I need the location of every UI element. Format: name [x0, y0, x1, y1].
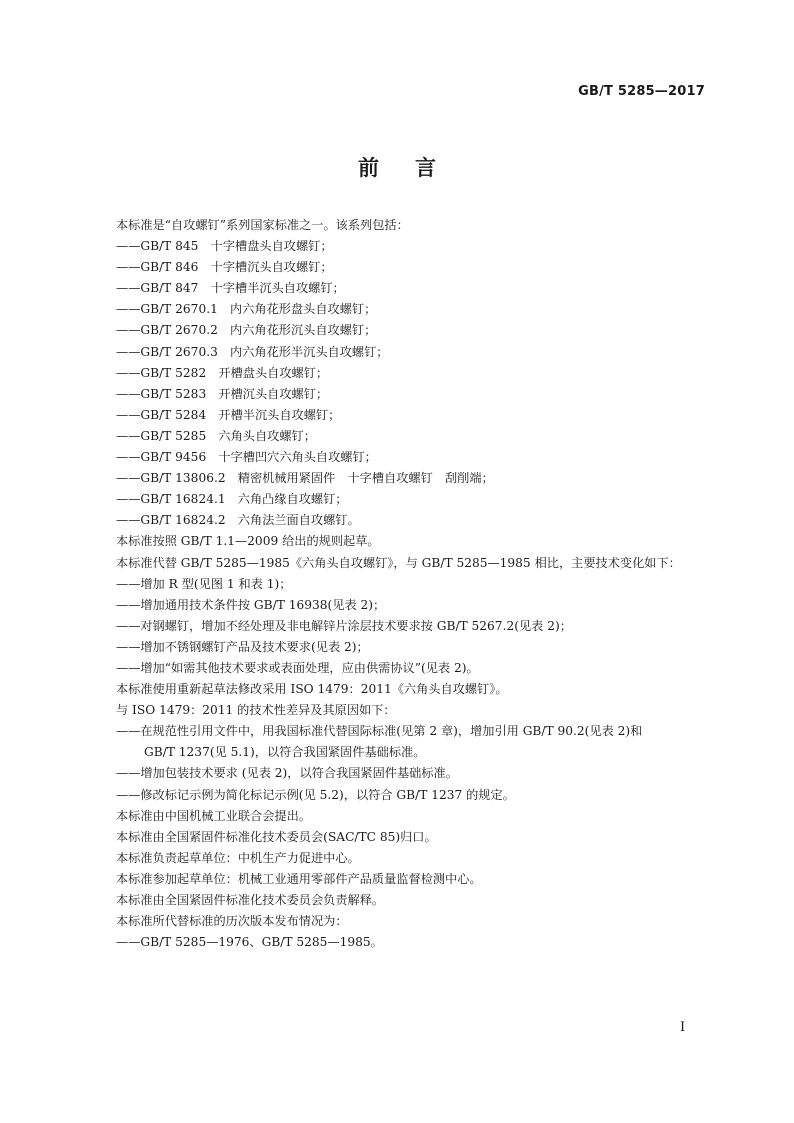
text-line: 本标准是“自攻螺钉”系列国家标准之一。该系列包括：: [116, 218, 409, 232]
text-line: 本标准使用重新起草法修改采用 ISO 1479：2011《六角头自攻螺钉》。: [116, 682, 508, 697]
list-item: ——修改标记示例为简化标记示例(见 5.2)，以符合 GB/T 1237 的规定。: [116, 787, 515, 802]
text-line: 本标准由全国紧固件标准化技术委员会(SAC/TC 85)归口。: [116, 829, 437, 844]
text-line: 本标准参加起草单位：机械工业通用零部件产品质量监督检测中心。: [116, 871, 482, 886]
list-item: ——GB/T 16824.2 六角法兰面自攻螺钉。: [116, 513, 360, 528]
list-item: ——GB/T 846 十字槽沉头自攻螺钉；: [116, 260, 333, 275]
text-line: 本标准代替 GB/T 5285—1985《六角头自攻螺钉》，与 GB/T 5285—1985 相比，主要技术变化如下：: [116, 555, 681, 570]
list-item: ——GB/T 5284 开槽半沉头自攻螺钉；: [116, 407, 341, 422]
text-line: 本标准由全国紧固件标准化技术委员会负责解释。: [116, 893, 385, 907]
page-title: 前言: [358, 156, 472, 180]
text-line: 本标准所代替标准的历次版本发布情况为：: [116, 914, 348, 929]
list-item: ——GB/T 845 十字槽盘头自攻螺钉；: [116, 239, 333, 254]
list-item: ——GB/T 16824.1 六角凸缘自攻螺钉；: [116, 492, 348, 507]
list-item: ——GB/T 847 十字槽半沉头自攻螺钉；: [116, 281, 345, 296]
list-item: ——GB/T 2670.3 内六角花形半沉头自攻螺钉；: [116, 344, 389, 359]
text-line: 与 ISO 1479：2011 的技术性差异及其原因如下：: [116, 703, 396, 718]
list-item: ——GB/T 5285—1976、GB/T 5285—1985。: [116, 935, 383, 950]
preface-body: [116, 215, 716, 953]
list-item: ——GB/T 5285 六角头自攻螺钉；: [116, 428, 316, 443]
list-item: ——增加“如需其他技术要求或表面处理，应由供需协议”(见表 2)。: [116, 660, 479, 675]
page-number: I: [680, 1020, 686, 1035]
list-item: ——GB/T 2670.1 内六角花形盘头自攻螺钉；: [116, 302, 377, 317]
list-item: ——GB/T 9456 十字槽凹穴六角头自攻螺钉；: [116, 450, 377, 465]
text-line: 本标准由中国机械工业联合会提出。: [116, 808, 311, 823]
list-item: ——GB/T 5283 开槽沉头自攻螺钉；: [116, 386, 329, 401]
list-item: ——增加不锈钢螺钉产品及技术要求(见表 2)；: [116, 639, 369, 654]
list-item: ——GB/T 2670.2 内六角花形沉头自攻螺钉；: [116, 323, 377, 338]
list-item: ——增加包装技术要求 (见表 2)，以符合我国紧固件基础标准。: [116, 766, 458, 781]
list-item: ——对钢螺钉，增加不经处理及非电解锌片涂层技术要求按 GB/T 5267.2(见表 2)；: [116, 618, 572, 633]
list-item: ——增加通用技术条件按 GB/T 16938(见表 2)；: [116, 597, 386, 612]
list-item: ——增加 R 型(见图 1 和表 1)；: [116, 576, 292, 591]
list-item: ——在规范性引用文件中，用我国标准代替国际标准(见第 2 章)，增加引用 GB/T 90.2(见表 2)和: [116, 724, 643, 739]
list-item: ——GB/T 13806.2 精密机械用紧固件 十字槽自攻螺钉 刮削端；: [116, 471, 494, 486]
text-line: 本标准负责起草单位：中机生产力促进中心。: [116, 850, 360, 865]
text-line: 本标准按照 GB/T 1.1—2009 给出的规则起草。: [116, 534, 380, 549]
list-item-continuation: GB/T 1237(见 5.1)，以符合我国紧固件基础标准。: [144, 745, 426, 760]
list-item: ——GB/T 5282 开槽盘头自攻螺钉；: [116, 365, 329, 380]
standard-code: GB/T 5285—2017: [578, 84, 705, 99]
